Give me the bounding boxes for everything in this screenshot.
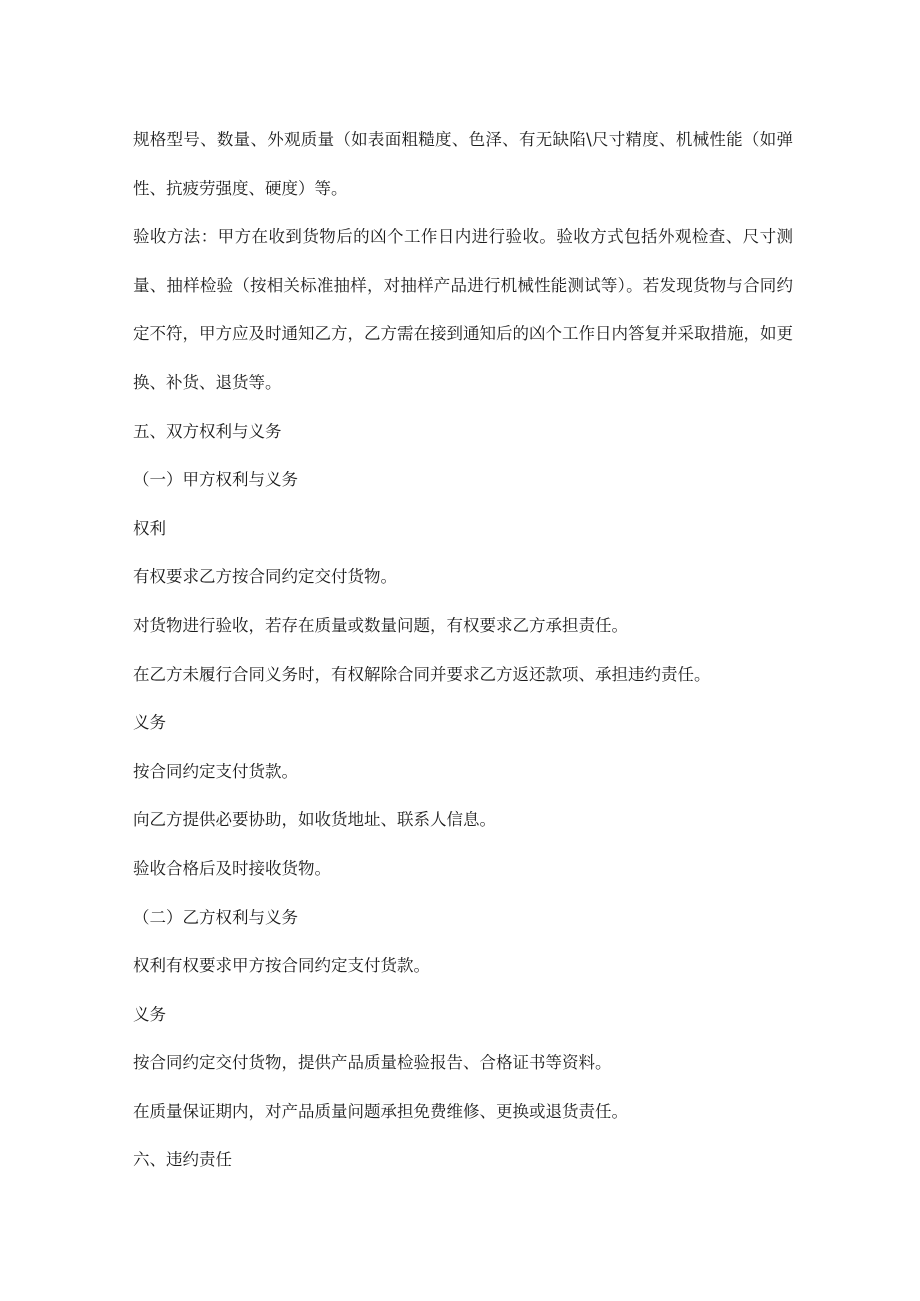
paragraph-party-a-right-1: 有权要求乙方按合同约定交付货物。 bbox=[133, 567, 397, 587]
paragraph-party-b-rights: 权利有权要求甲方按合同约定支付货款。 bbox=[133, 956, 430, 976]
paragraph-inspection-method: 验收方法：甲方在收到货物后的凶个工作日内进行验收。验收方式包括外观检查、尺寸测量、抽样检验（按相关标准抽样，对抽样产品进行机械性能测试等）。若发现货物与合同约定不符，甲方应及时通知乙方，乙方需在接到通知后的凶个工作日内答复并采取措施，如更换、补货、退货等。 bbox=[133, 227, 793, 392]
paragraph-inspection-items: 规格型号、数量、外观质量（如表面粗糙度、色泽、有无缺陷\尺寸精度、机械性能（如弹性、抗疲劳强度、硬度）等。 bbox=[133, 130, 793, 198]
paragraph-party-a-obligation-1: 按合同约定支付货款。 bbox=[133, 761, 298, 781]
section-heading-rights-obligations: 五、双方权利与义务 bbox=[133, 421, 282, 441]
label-party-a-rights: 权利 bbox=[133, 518, 166, 538]
paragraph-party-b-obligation-2: 在质量保证期内，对产品质量问题承担免费维修、更换或退货责任。 bbox=[133, 1101, 628, 1121]
label-party-b-obligations: 义务 bbox=[133, 1004, 166, 1024]
paragraph-party-a-obligation-2: 向乙方提供必要协助，如收货地址、联系人信息。 bbox=[133, 810, 496, 830]
paragraph-party-a-right-2: 对货物进行验收，若存在质量或数量问题，有权要求乙方承担责任。 bbox=[133, 615, 628, 635]
label-party-a-obligations: 义务 bbox=[133, 713, 166, 733]
paragraph-party-a-obligation-3: 验收合格后及时接收货物。 bbox=[133, 858, 331, 878]
section-heading-liability: 六、违约责任 bbox=[133, 1150, 232, 1170]
document-body bbox=[133, 116, 793, 1185]
paragraph-party-b-obligation-1: 按合同约定交付货物，提供产品质量检验报告、合格证书等资料。 bbox=[133, 1053, 612, 1073]
paragraph-party-a-right-3: 在乙方未履行合同义务时，有权解除合同并要求乙方返还款项、承担违约责任。 bbox=[133, 664, 711, 684]
subsection-heading-party-b: （二）乙方权利与义务 bbox=[133, 907, 298, 927]
subsection-heading-party-a: （一）甲方权利与义务 bbox=[133, 470, 298, 490]
